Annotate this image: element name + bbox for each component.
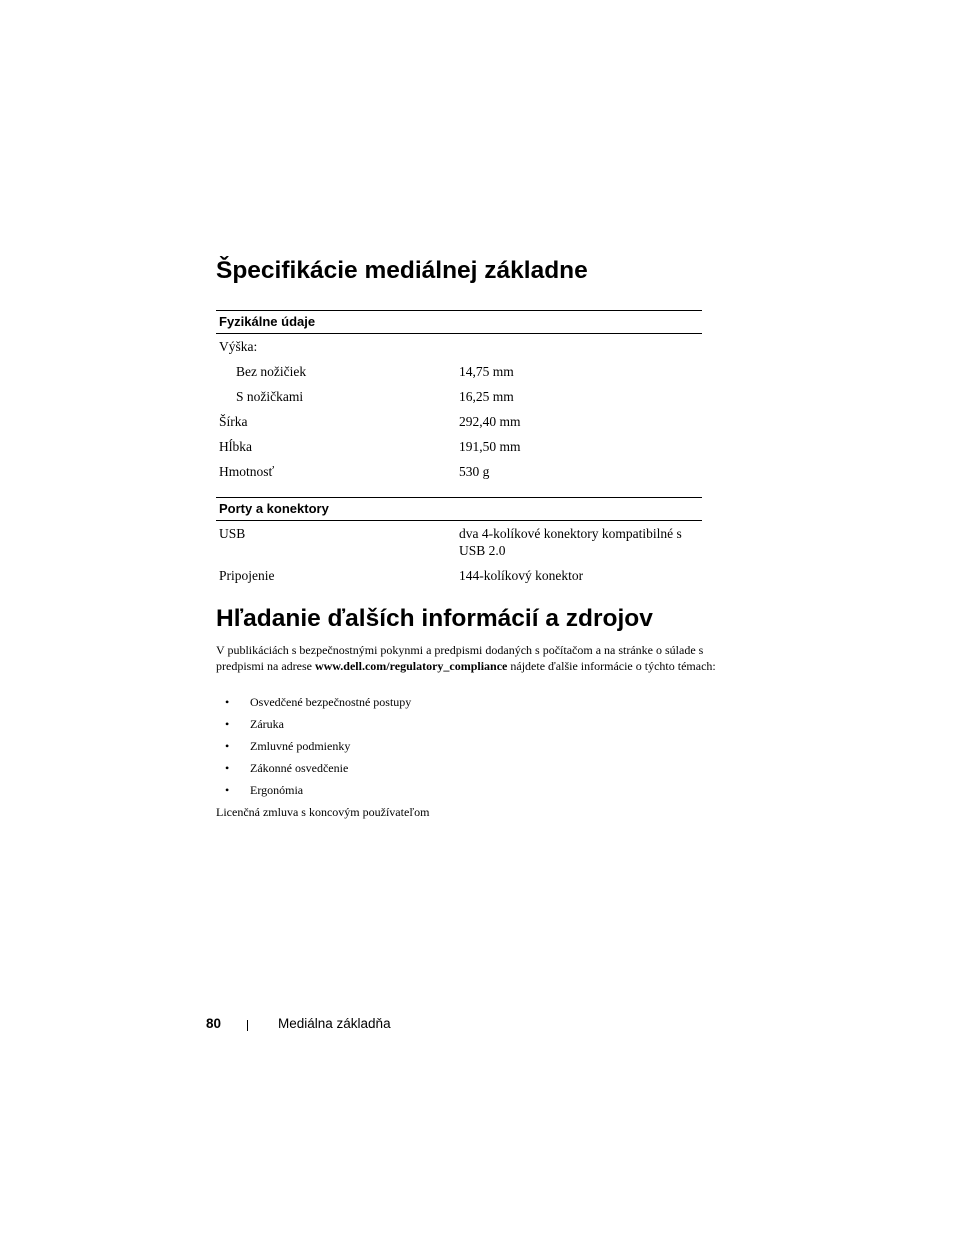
bullet-icon: •	[225, 783, 230, 797]
regulatory-compliance-link[interactable]: www.dell.com/regulatory_compliance	[314, 659, 508, 673]
table-row	[216, 563, 702, 588]
physical-specs-header: Fyzikálne údaje	[216, 310, 702, 334]
list-item	[216, 782, 411, 804]
bullet-icon: •	[225, 739, 230, 753]
row-value: 14,75 mm	[459, 364, 514, 379]
table-row	[216, 459, 702, 484]
bullet-icon: •	[225, 717, 230, 731]
table-row	[216, 521, 702, 563]
list-item	[216, 716, 411, 738]
row-value: 16,25 mm	[459, 389, 514, 404]
row-value: 191,50 mm	[459, 439, 521, 454]
paragraph-text-before: V publikáciách s bezpečnostnými pokynmi a predpismi dodaných s počítačom a na stránke o súlade s predpismi na adrese	[216, 643, 704, 673]
list-item-text: Zákonné osvedčenie	[250, 761, 349, 775]
footer-section-title: Mediálna základňa	[278, 1016, 391, 1031]
ports-specs-header: Porty a konektory	[216, 497, 702, 521]
table-row	[216, 359, 702, 384]
list-item-text: Záruka	[250, 717, 284, 731]
row-label: S nožičkami	[236, 389, 304, 404]
footer-separator	[247, 1020, 248, 1031]
row-value: 292,40 mm	[459, 414, 521, 429]
row-label: Bez nožičiek	[236, 364, 307, 379]
topics-list	[216, 694, 411, 804]
license-agreement-line: Licenčná zmluva s koncovým používateľom	[216, 805, 430, 819]
row-label: Pripojenie	[219, 568, 275, 583]
row-label: Hĺbka	[219, 439, 252, 454]
table-row	[216, 409, 702, 434]
physical-specs-table	[216, 310, 702, 484]
row-value: dva 4-kolíkové konektory kompatibilné s USB 2.0	[459, 526, 682, 558]
bullet-icon: •	[225, 761, 230, 775]
page-title-more-info: Hľadanie ďalších informácií a zdrojov	[216, 605, 653, 632]
page-title-specifications: Špecifikácie mediálnej základne	[216, 257, 588, 284]
table-row	[216, 334, 702, 359]
list-item	[216, 694, 411, 716]
row-value: 144-kolíkový konektor	[459, 568, 584, 583]
row-label: Výška:	[219, 339, 258, 354]
list-item-text: Zmluvné podmienky	[250, 739, 351, 753]
list-item	[216, 760, 411, 782]
info-paragraph	[216, 642, 716, 674]
list-item	[216, 738, 411, 760]
table-row	[216, 384, 702, 409]
row-value: 530 g	[459, 464, 490, 479]
table-row	[216, 434, 702, 459]
list-item-text: Ergonómia	[250, 783, 304, 797]
ports-specs-table	[216, 497, 702, 588]
row-value	[459, 338, 702, 359]
page-number: 80	[206, 1016, 222, 1031]
bullet-icon: •	[225, 695, 230, 709]
row-label: USB	[219, 526, 246, 541]
row-label: Hmotnosť	[219, 464, 275, 479]
list-item-text: Osvedčené bezpečnostné postupy	[250, 695, 412, 709]
paragraph-text-after: nájdete ďalšie informácie o týchto témach:	[507, 659, 716, 673]
row-label: Šírka	[219, 414, 248, 429]
